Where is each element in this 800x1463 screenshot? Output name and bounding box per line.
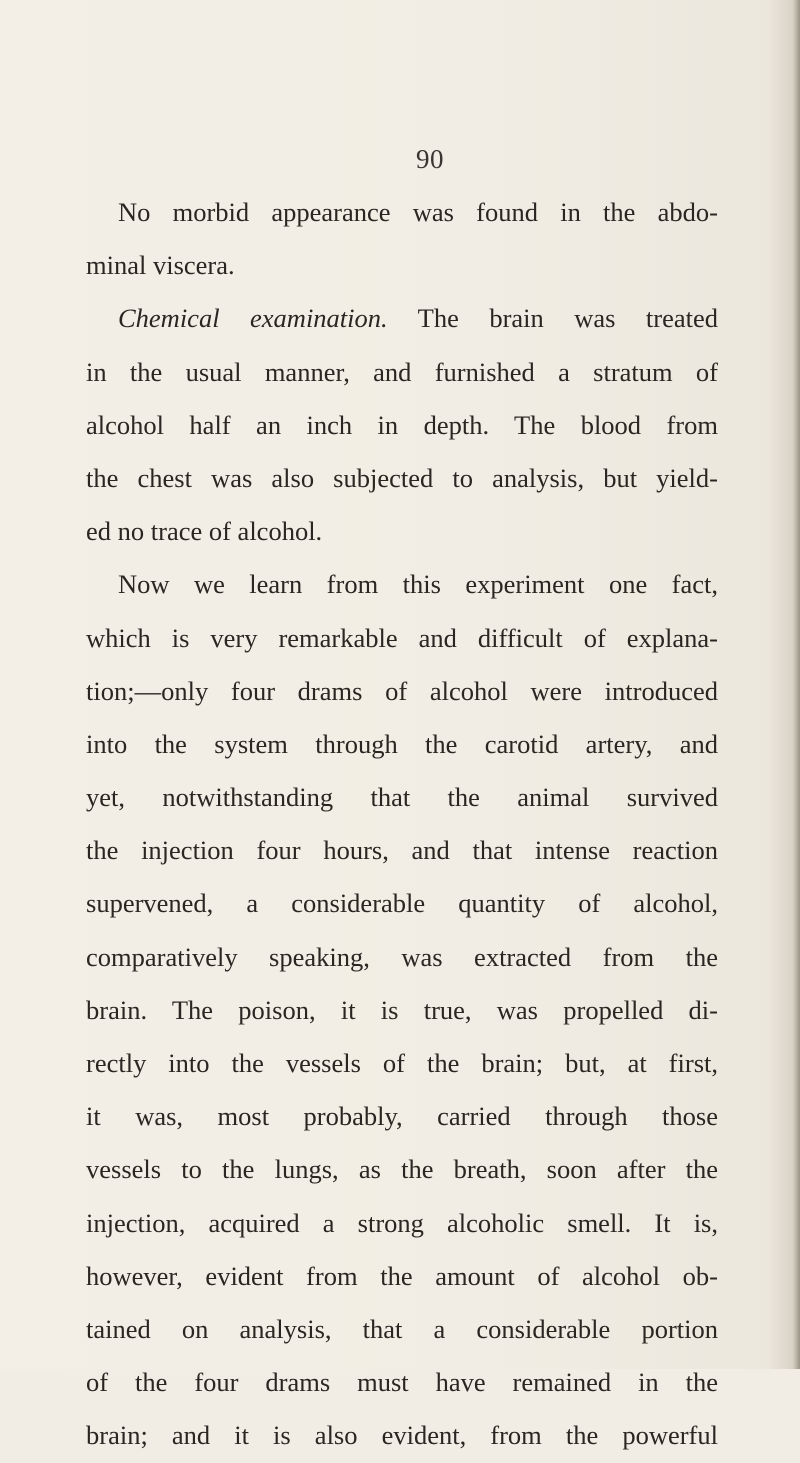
text-line-10: tion;—only four drams of alcohol were introduced — [86, 675, 718, 706]
text-line-13: the injection four hours, and that intense reaction — [86, 835, 718, 866]
text-line-7: ed no trace of alcohol. — [86, 516, 323, 547]
text-line-23: of the four drams must have remained in the — [86, 1367, 718, 1398]
text-line-19: vessels to the lungs, as the breath, soon after the — [86, 1154, 718, 1185]
text-line-17: rectly into the vessels of the brain; but, at first, — [86, 1048, 718, 1078]
page-edge-shadow — [794, 0, 800, 1369]
text-line-11: into the system through the carotid artery, and — [86, 728, 718, 759]
text-line-14: supervened, a considerable quantity of alcohol, — [86, 888, 718, 919]
page-number: 90 — [416, 144, 444, 174]
text-line-5: alcohol half an inch in depth. The blood from — [86, 409, 718, 440]
text-line-21: however, evident from the amount of alcohol ob- — [86, 1260, 718, 1291]
body-text — [86, 186, 718, 1463]
text-line-4: in the usual manner, and furnished a stratum of — [86, 356, 718, 387]
text-line-3 — [86, 292, 718, 345]
text-line-8: Now we learn from this experiment one fact, — [118, 569, 718, 600]
text-line-3-rest: The brain was treated — [387, 303, 718, 334]
text-line-24: brain; and it is also evident, from the powerful — [86, 1420, 718, 1451]
text-line-6: the chest was also subjected to analysis, but yield- — [86, 462, 718, 493]
section-heading-chemical-examination: Chemical examination. — [118, 303, 388, 334]
text-line-15: comparatively speaking, was extracted from the — [86, 941, 718, 972]
text-line-1: No morbid appearance was found in the abdo- — [118, 197, 718, 227]
text-line-12: yet, notwithstanding that the animal survived — [86, 782, 718, 813]
text-line-2: minal viscera. — [86, 250, 235, 281]
text-line-16: brain. The poison, it is true, was propelled di- — [86, 994, 718, 1025]
text-line-20: injection, acquired a strong alcoholic smell. It is, — [86, 1207, 718, 1238]
text-line-18: it was, most probably, carried through those — [86, 1101, 718, 1132]
text-line-9: which is very remarkable and difficult of explana- — [86, 622, 718, 653]
text-line-22: tained on analysis, that a considerable portion — [86, 1313, 718, 1344]
